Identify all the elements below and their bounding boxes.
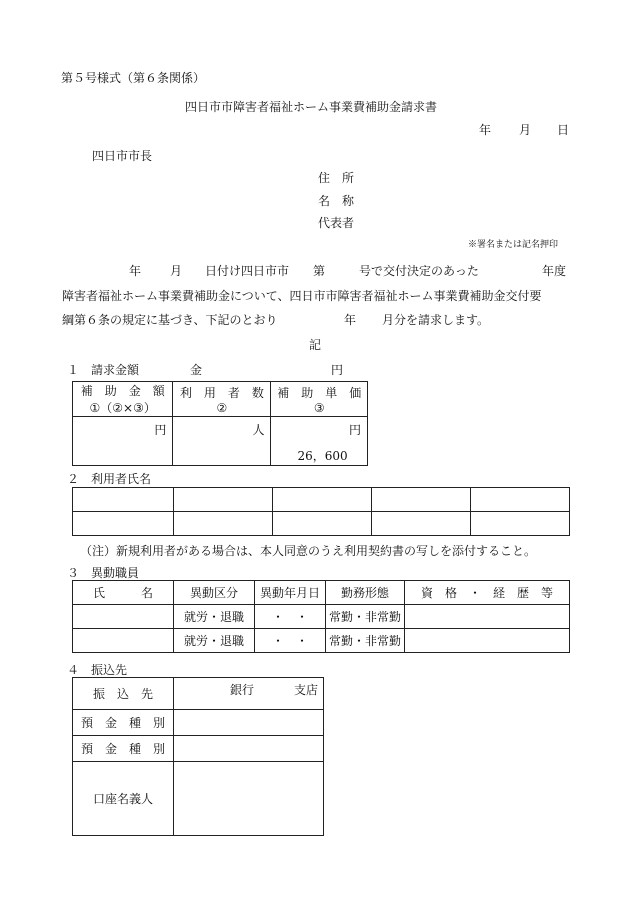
body-l1-f: 年度 — [542, 264, 567, 278]
header-change-date: 異動年月日 — [255, 581, 326, 605]
user-name-cell[interactable] — [273, 512, 372, 536]
header-work-type: 勤務形態 — [326, 581, 405, 605]
deposit-type-label: 預 金 種 別 — [73, 736, 174, 762]
body-l1-d: 第 — [313, 264, 326, 278]
date-year: 年 — [479, 123, 492, 137]
user-name-cell[interactable] — [73, 512, 174, 536]
header-subsidy-amount: 補 助 金 額 ①（②×③） — [73, 382, 173, 417]
section2-note: （注）新規利用者がある場合は、本人同意のうえ利用契約書の写しを添付すること。 — [80, 544, 537, 558]
body-l1-c: 日付け四日市市 — [205, 264, 290, 278]
user-name-cell[interactable] — [73, 488, 174, 512]
user-name-cell[interactable] — [174, 488, 273, 512]
body-l1-a: 年 — [129, 264, 142, 278]
header-name: 氏 名 — [73, 581, 174, 605]
bank-label: 銀行 — [230, 683, 255, 697]
subsidy-amount-cell[interactable]: 円 — [73, 417, 173, 466]
work-type-cell[interactable]: 常勤・非常勤 — [326, 605, 405, 629]
unit-price-cell: 円 26，600 — [271, 417, 368, 466]
user-name-cell[interactable] — [273, 488, 372, 512]
branch-label: 支店 — [294, 683, 319, 697]
amount-table — [72, 381, 368, 466]
body-l3-c: 月分を請求します。 — [382, 313, 490, 327]
header-unit-price: 補 助 単 価 ③ — [271, 382, 368, 417]
body-l3-b: 年 — [344, 313, 357, 327]
body-line2: 障害者福祉ホーム事業費補助金について、四日市市障害者福祉ホーム事業費補助金交付要 — [62, 289, 542, 303]
user-name-cell[interactable] — [471, 488, 570, 512]
user-count-cell[interactable]: 人 — [173, 417, 271, 466]
staff-name-cell[interactable] — [73, 629, 174, 653]
header-qualification: 資 格 ・ 経 歴 等 — [405, 581, 570, 605]
staff-name-cell[interactable] — [73, 605, 174, 629]
amount-en: 円 — [331, 363, 344, 377]
section1-heading: １ 請求金額 — [67, 363, 140, 377]
section3-heading: ３ 異動職員 — [67, 566, 140, 580]
header-change-type: 異動区分 — [174, 581, 255, 605]
body-l3-a: 綱第６条の規定に基づき、下記のとおり — [62, 313, 278, 327]
amount-kin: 金 — [190, 363, 203, 377]
body-l1-e: 号で交付決定のあった — [359, 264, 479, 278]
deposit-type-label: 預 金 種 別 — [73, 710, 174, 736]
deposit-type-cell[interactable] — [174, 736, 324, 762]
bank-transfer-table — [72, 677, 324, 836]
qualification-cell[interactable] — [405, 629, 570, 653]
account-holder-cell[interactable] — [174, 762, 324, 836]
account-holder-label: 口座名義人 — [73, 762, 174, 836]
user-name-cell[interactable] — [471, 512, 570, 536]
bank-branch-cell[interactable] — [174, 678, 324, 710]
work-type-cell[interactable]: 常勤・非常勤 — [326, 629, 405, 653]
addressee: 四日市市長 — [92, 149, 153, 163]
signature-note: ※署名または記名押印 — [468, 240, 559, 250]
date-month: 月 — [519, 123, 532, 137]
qualification-cell[interactable] — [405, 605, 570, 629]
change-date-cell[interactable]: ・ ・ — [255, 605, 326, 629]
document-title: 四日市市障害者福祉ホーム事業費補助金請求書 — [185, 100, 438, 114]
form-number: 第５号様式（第６条関係） — [61, 71, 206, 85]
ki-label: 記 — [309, 338, 322, 352]
representative-label: 代表者 — [318, 216, 355, 230]
user-name-cell[interactable] — [372, 512, 471, 536]
transfer-label: 振 込 先 — [73, 678, 174, 710]
header-user-count: 利 用 者 数 ② — [173, 382, 271, 417]
section2-heading: ２ 利用者氏名 — [67, 472, 152, 486]
user-name-cell[interactable] — [372, 488, 471, 512]
change-type-cell[interactable]: 就労・退職 — [174, 629, 255, 653]
section4-heading: ４ 振込先 — [67, 663, 128, 677]
body-l1-b: 月 — [170, 264, 183, 278]
staff-change-table — [72, 580, 570, 653]
change-date-cell[interactable]: ・ ・ — [255, 629, 326, 653]
unit-price-value: 26，600 — [297, 449, 348, 463]
name-label: 名 称 — [318, 194, 355, 208]
user-name-cell[interactable] — [174, 512, 273, 536]
address-label: 住 所 — [318, 171, 355, 185]
deposit-type-cell[interactable] — [174, 710, 324, 736]
change-type-cell[interactable]: 就労・退職 — [174, 605, 255, 629]
user-name-table — [72, 487, 570, 536]
date-day: 日 — [557, 123, 570, 137]
